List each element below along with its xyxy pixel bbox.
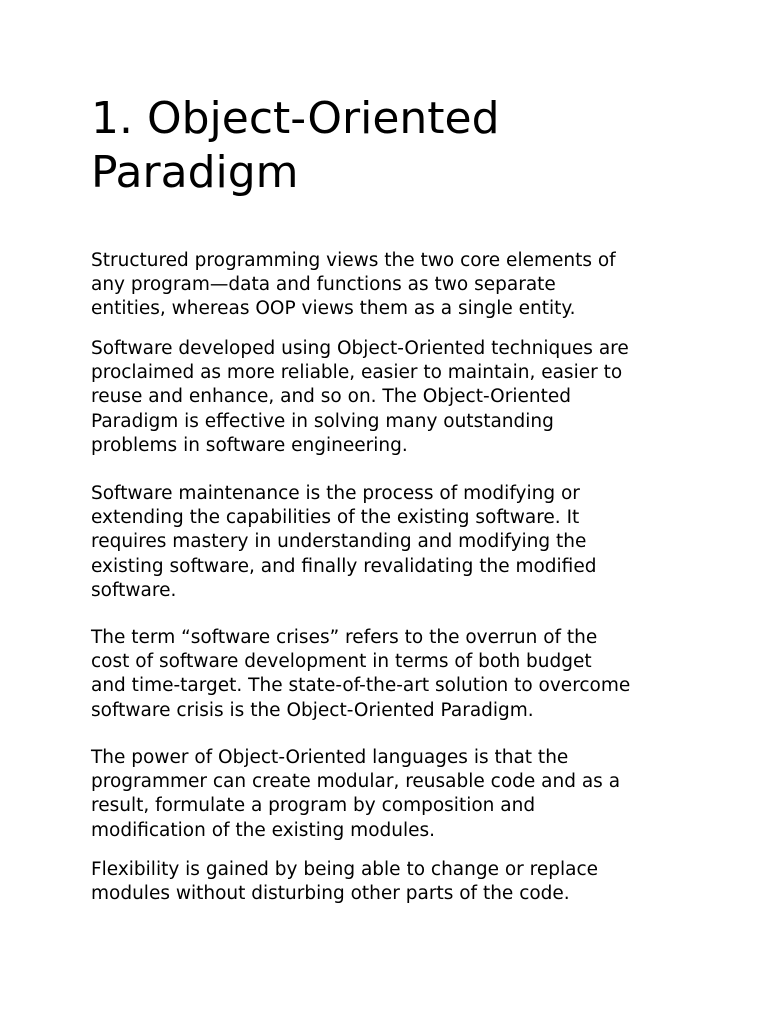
paragraph-oo-languages-power: The power of Object-Oriented languages is that the programmer can create modular, reusable code and as a result, formulate a program by composition and modification of the existing modules.: [91, 747, 621, 841]
paragraph-oo-techniques: Software developed using Object-Oriented techniques are proclaimed as more reliable, easier to maintain, easier to reuse and enhance, and so on. The Object-Oriented Paradigm is effective in solving many outstanding problems in software engineering.: [91, 338, 629, 456]
paragraph-structured-programming: Structured programming views the two core elements of any program—data and functions as two separate entities, whereas OOP views them as a single entity.: [91, 250, 616, 320]
paragraph-software-crises: The term “software crises” refers to the overrun of the cost of software development in terms of both budget and time-target. The state-of-the-art solution to overcome software crisis is the Object-Oriented Paradigm.: [91, 627, 631, 721]
paragraph-software-maintenance: Software maintenance is the process of modifying or extending the capabilities of the existing software. It requires mastery in understanding and modifying the existing software, and finally revalidating the modified software.: [91, 483, 597, 601]
paragraph-flexibility: Flexibility is gained by being able to change or replace modules without disturbing other parts of the code.: [91, 859, 599, 905]
page-title: 1. Object-Oriented Paradigm: [91, 93, 500, 198]
